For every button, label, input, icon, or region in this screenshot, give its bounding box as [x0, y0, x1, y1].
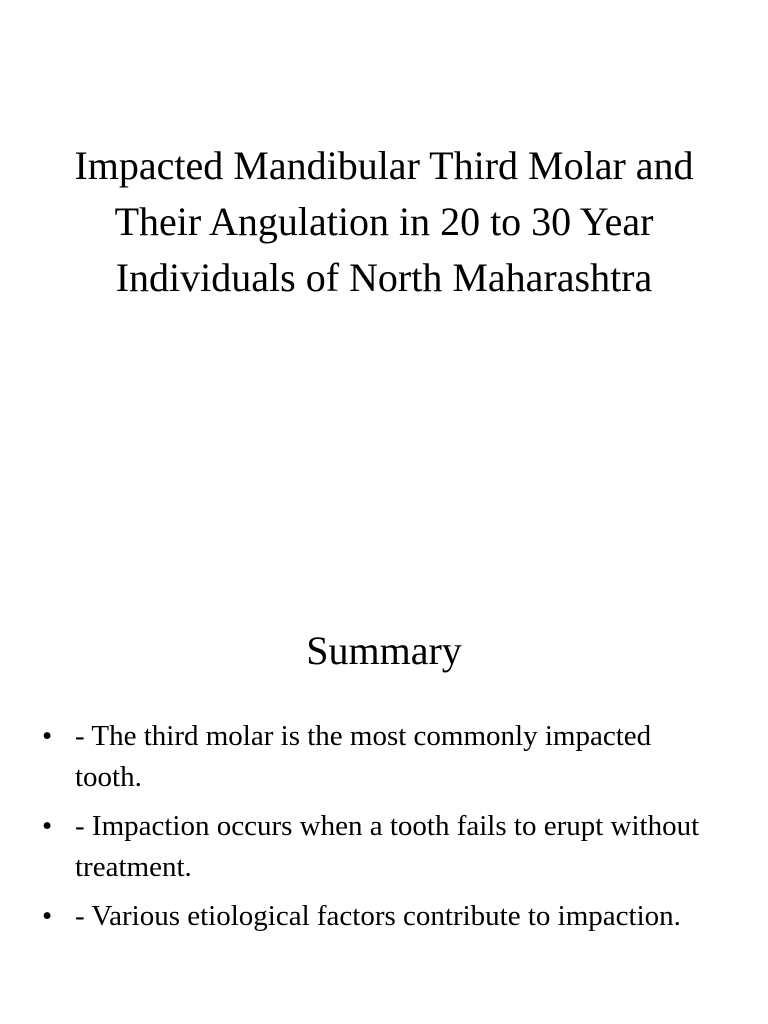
bullet-text: - The third molar is the most commonly impacted tooth.	[75, 720, 652, 793]
bullet-dot-icon: •	[42, 900, 53, 932]
slide-title: Impacted Mandibular Third Molar and Their Angulation in 20 to 30 Year Individuals of North Maharashtra	[74, 143, 694, 300]
summary-bullet-list	[40, 716, 720, 945]
bullet-item	[40, 716, 720, 798]
bullet-text: - Various etiological factors contribute to impaction.	[75, 900, 681, 932]
bullet-item	[40, 896, 720, 937]
bullet-text: - Impaction occurs when a tooth fails to erupt without treatment.	[75, 810, 700, 883]
bullet-dot-icon: •	[42, 720, 53, 752]
section-heading-summary: Summary	[306, 628, 462, 673]
bullet-dot-icon: •	[42, 810, 53, 842]
bullet-item	[40, 806, 720, 888]
